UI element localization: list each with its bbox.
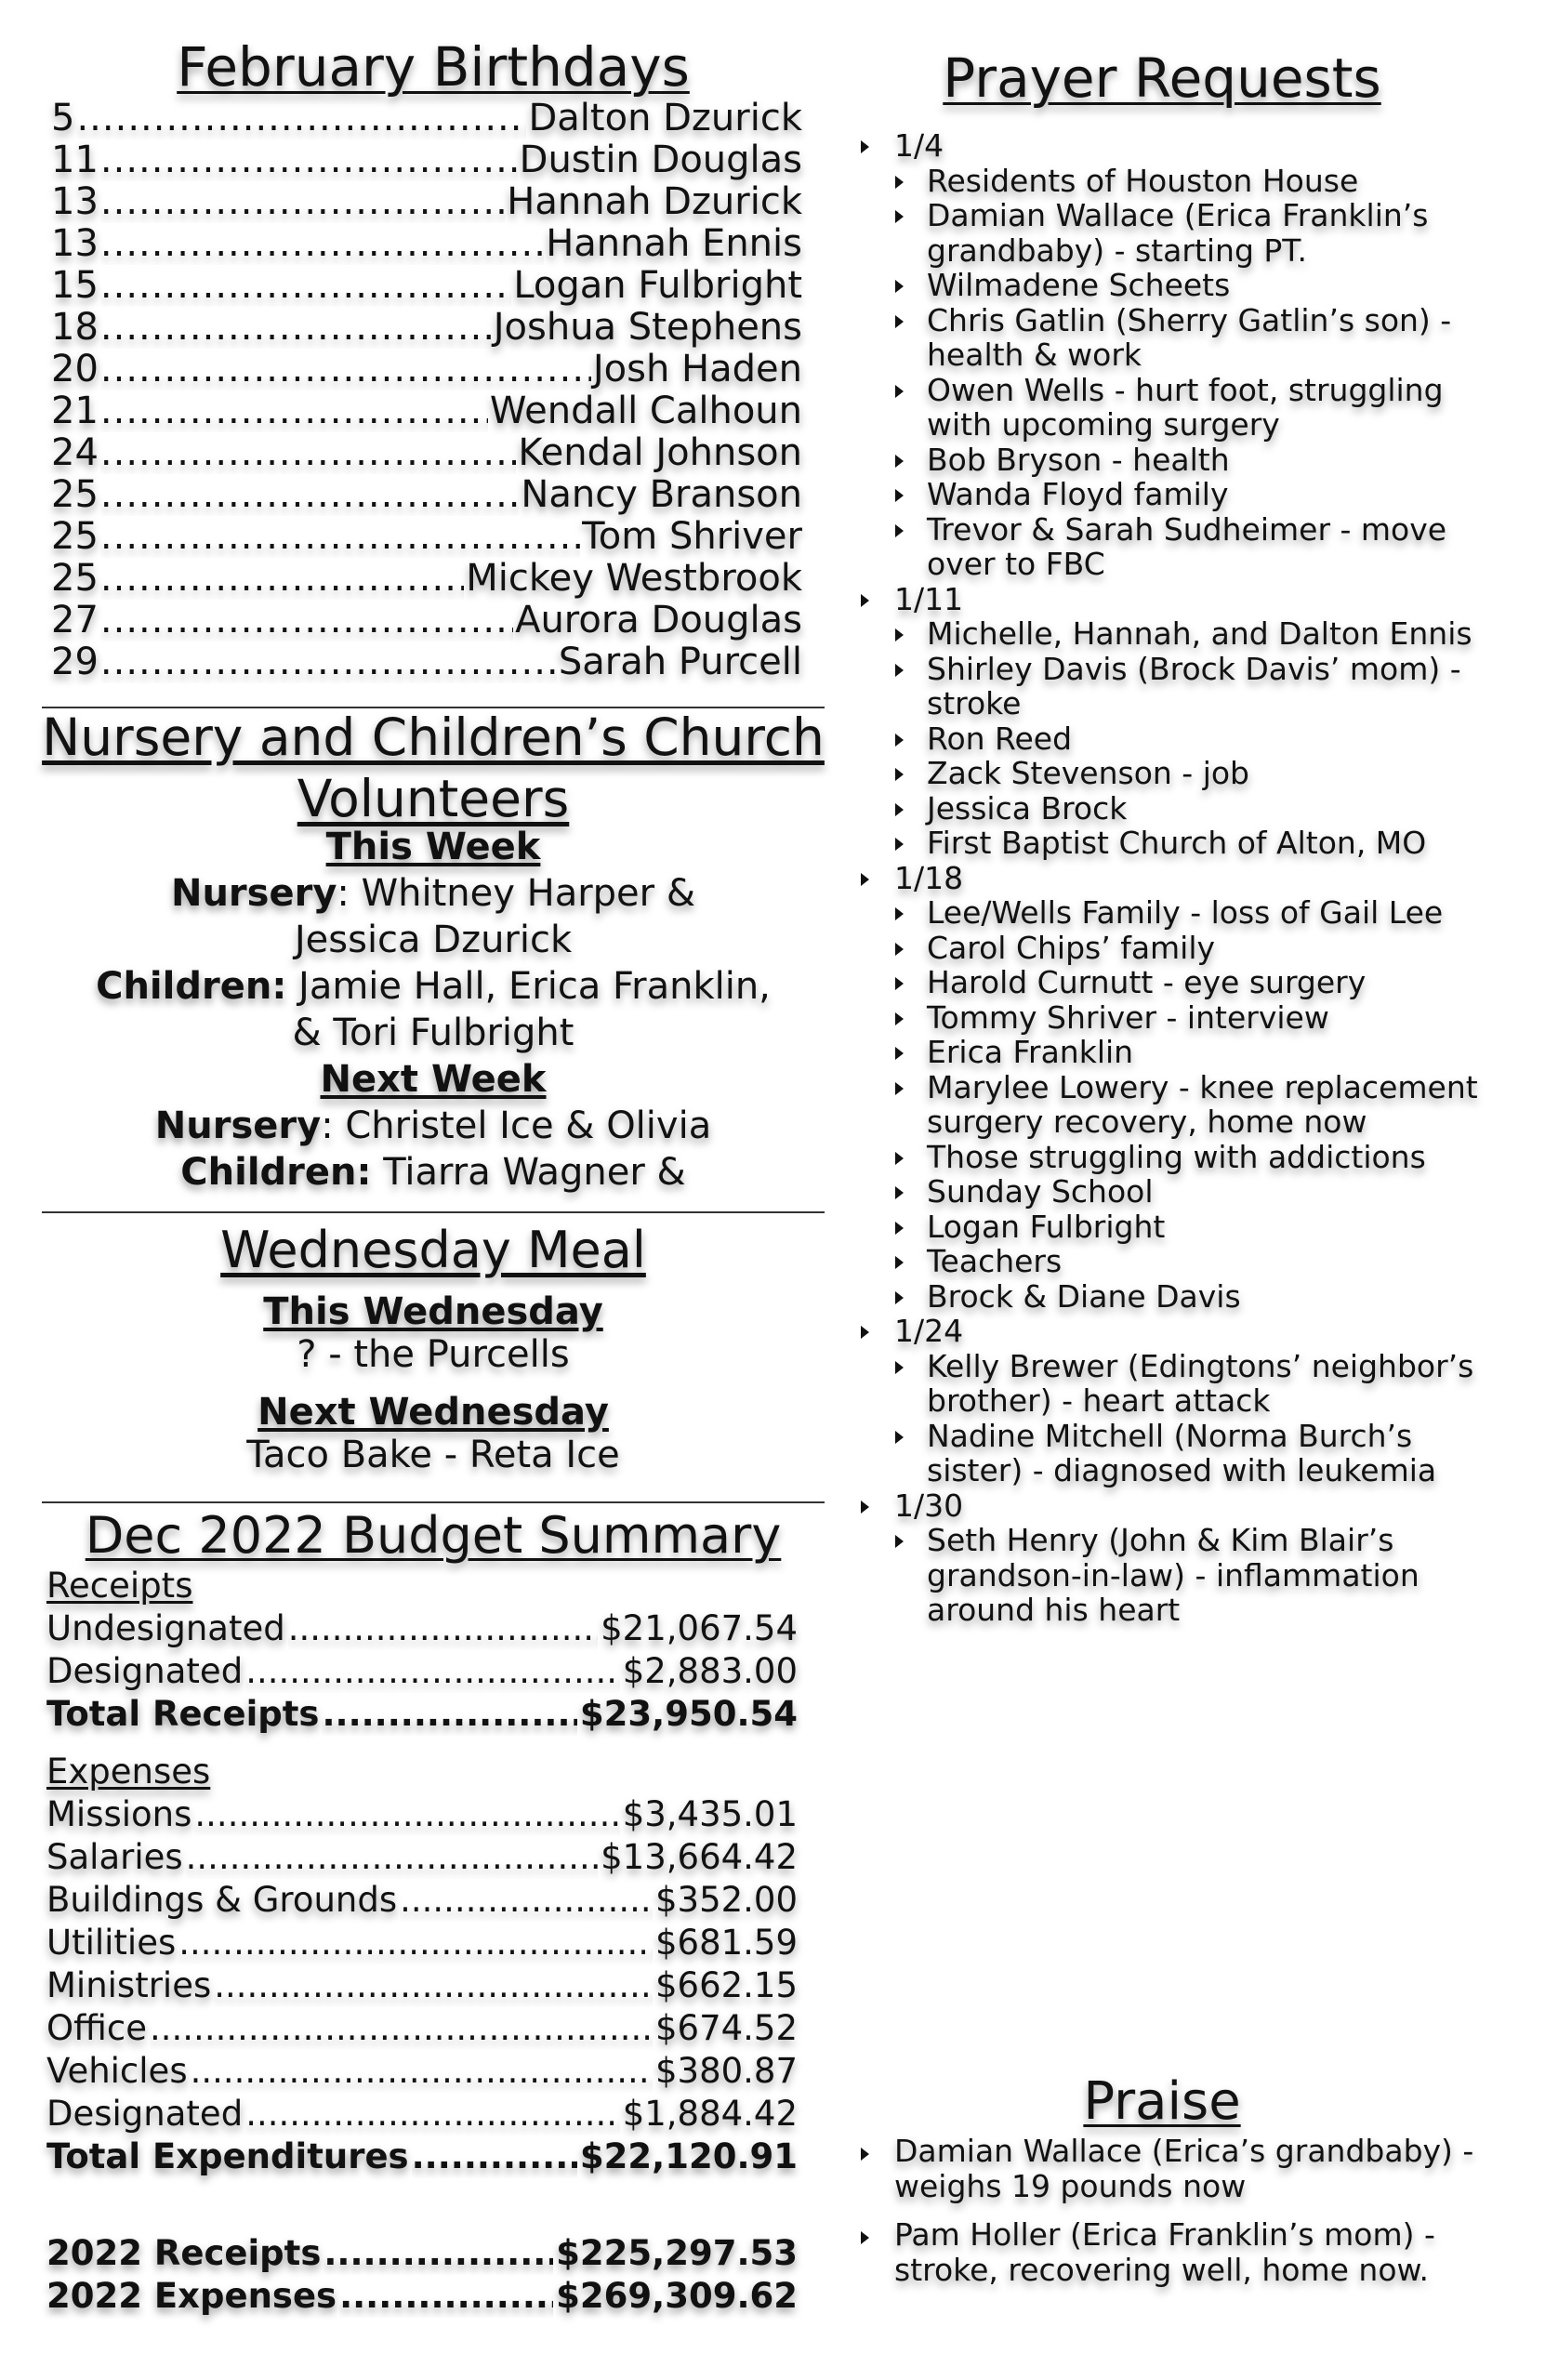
prayer-item-text: Kelly Brewer (Edingtons’ neighbor’s brother) - heart attack xyxy=(927,1347,1474,1419)
prayer-item xyxy=(848,756,1499,791)
leader-dots xyxy=(100,641,557,683)
prayer-item-text: Lee/Wells Family - loss of Gail Lee xyxy=(927,894,1444,931)
row-label: 2022 Receipts xyxy=(46,2233,322,2273)
bullet-arrow-icon xyxy=(861,2148,869,2161)
prayer-date-label: 1/24 xyxy=(894,1313,964,1349)
prayer-item xyxy=(848,268,1499,303)
prayer-item-text: Teachers xyxy=(927,1243,1063,1279)
prayer-item xyxy=(848,826,1499,861)
prayer-item xyxy=(848,198,1499,268)
row-label: Undesignated xyxy=(46,1608,285,1648)
prayer-item xyxy=(848,931,1499,966)
prayer-item xyxy=(848,477,1499,512)
expense-row xyxy=(46,1793,798,1836)
expense-row xyxy=(46,1922,798,1964)
row-label: Utilities xyxy=(46,1923,177,1963)
bullet-arrow-icon xyxy=(895,455,904,468)
prayer-item xyxy=(848,1523,1499,1628)
next-week-heading: Next Week xyxy=(320,1058,547,1101)
row-label: Total Receipts xyxy=(46,1694,320,1734)
birthday-row xyxy=(51,558,802,600)
row-amount: $22,120.91 xyxy=(579,2136,798,2176)
nursery-value: : Whitney Harper & Jessica Dzurick xyxy=(294,872,696,961)
birthday-row xyxy=(51,432,802,474)
birthday-name: Nancy Branson xyxy=(521,473,802,516)
year-receipts-row xyxy=(46,2232,798,2275)
leader-dots xyxy=(100,181,505,223)
birthday-name: Joshua Stephens xyxy=(493,306,802,349)
birthday-day: 15 xyxy=(51,264,99,307)
next-week-children xyxy=(42,1149,825,1196)
prayer-item-text: Wanda Floyd family xyxy=(927,476,1229,512)
birthday-row xyxy=(51,98,802,139)
bullet-arrow-icon xyxy=(895,1047,904,1060)
meal-section xyxy=(42,1218,825,1476)
prayer-title: Prayer Requests xyxy=(943,46,1381,110)
birthday-day: 25 xyxy=(51,515,99,558)
prayer-item-text: Shirley Davis (Brock Davis’ mom) - stroke xyxy=(927,650,1461,721)
expense-row xyxy=(46,2093,798,2135)
bullet-arrow-icon xyxy=(895,977,904,990)
prayer-item-text: Seth Henry (John & Kim Blair’s grandson-in-law) - inflammation around his heart xyxy=(927,1522,1420,1628)
bullet-arrow-icon xyxy=(895,1186,904,1199)
birthday-name: Mickey Westbrook xyxy=(466,557,802,600)
total-receipts-row xyxy=(46,1693,798,1736)
birthday-day: 20 xyxy=(51,348,99,390)
prayer-date xyxy=(848,1488,1499,1524)
prayer-item xyxy=(848,616,1499,652)
bullet-arrow-icon xyxy=(895,385,904,398)
this-week-heading: This Week xyxy=(325,826,541,868)
birthday-row xyxy=(51,349,802,390)
birthday-day: 25 xyxy=(51,557,99,600)
birthday-row xyxy=(51,390,802,432)
total-expenditures-row xyxy=(46,2135,798,2178)
prayer-item xyxy=(848,164,1499,199)
birthday-day: 13 xyxy=(51,180,99,223)
bullet-arrow-icon xyxy=(895,1082,904,1095)
leader-dots xyxy=(400,1879,653,1922)
birthday-day: 21 xyxy=(51,390,99,432)
nursery-label: Nursery xyxy=(170,872,337,915)
bullet-arrow-icon xyxy=(861,1326,869,1339)
prayer-item-text: Bob Bryson - health xyxy=(927,441,1230,478)
birthday-day: 29 xyxy=(51,641,99,683)
prayer-item xyxy=(848,1140,1499,1175)
bullet-arrow-icon xyxy=(895,768,904,781)
birthday-day: 24 xyxy=(51,431,99,474)
prayer-item xyxy=(848,652,1499,721)
next-wednesday-value: Taco Bake - Reta Ice xyxy=(246,1434,620,1476)
leader-dots xyxy=(76,98,526,139)
nursery-value: : Christel Ice & Olivia xyxy=(321,1104,712,1147)
prayer-item xyxy=(848,1419,1499,1488)
children-label: Children: xyxy=(96,965,287,1008)
receipt-row xyxy=(46,1650,798,1693)
leader-dots xyxy=(150,2007,653,2050)
prayer-item xyxy=(848,373,1499,443)
leader-dots xyxy=(100,474,520,516)
row-amount: $2,883.00 xyxy=(622,1651,798,1691)
leader-dots xyxy=(214,1964,653,2007)
praise-item xyxy=(848,2134,1499,2204)
birthday-row xyxy=(51,181,802,223)
birthday-row xyxy=(51,139,802,181)
budget-title: Dec 2022 Budget Summary xyxy=(85,1506,782,1565)
birthday-name: Wendall Calhoun xyxy=(489,390,802,432)
prayer-item xyxy=(848,965,1499,1000)
birthday-name: Logan Fulbright xyxy=(513,264,802,307)
bullet-arrow-icon xyxy=(895,734,904,747)
prayer-item-text: Zack Stevenson - job xyxy=(927,755,1249,791)
volunteers-title xyxy=(42,707,825,829)
leader-dots xyxy=(100,265,511,307)
birthday-day: 13 xyxy=(51,222,99,265)
birthday-row xyxy=(51,600,802,641)
row-label: Total Expenditures xyxy=(46,2136,409,2176)
prayer-item-text: Tommy Shriver - interview xyxy=(927,998,1329,1036)
leader-dots xyxy=(191,2050,653,2093)
prayer-item xyxy=(848,1035,1499,1070)
bullet-arrow-icon xyxy=(895,1222,904,1235)
leader-dots xyxy=(100,139,518,181)
prayer-item-text: Residents of Houston House xyxy=(927,162,1359,199)
children-value: Tiarra Wagner & xyxy=(371,1151,686,1194)
row-amount: $21,067.54 xyxy=(601,1608,798,1648)
bullet-arrow-icon xyxy=(861,2231,869,2244)
bullet-arrow-icon xyxy=(895,176,904,189)
prayer-date xyxy=(848,128,1499,164)
prayer-date-label: 1/4 xyxy=(894,127,944,164)
prayer-item xyxy=(848,1000,1499,1036)
prayer-item-text: Ron Reed xyxy=(927,720,1073,757)
prayer-item xyxy=(848,443,1499,478)
expense-row xyxy=(46,1836,798,1879)
prayer-item-text: Logan Fulbright xyxy=(927,1208,1166,1245)
praise-item-text: Pam Holler (Erica Franklin’s mom) - stroke, recovering well, home now. xyxy=(894,2216,1435,2288)
this-wednesday-value: ? - the Purcells xyxy=(297,1333,570,1376)
volunteers-title-line1: Nursery and Children’s Church xyxy=(42,707,825,767)
nursery-label: Nursery xyxy=(154,1104,322,1147)
praise-item-text: Damian Wallace (Erica’s grandbaby) - weighs 19 pounds now xyxy=(894,2133,1474,2204)
bullet-arrow-icon xyxy=(895,210,904,223)
leader-dots xyxy=(288,1607,598,1650)
birthday-day: 5 xyxy=(51,97,75,139)
bullet-arrow-icon xyxy=(895,315,904,328)
prayer-item-text: Carol Chips’ family xyxy=(927,929,1216,966)
this-week-nursery xyxy=(42,870,825,963)
budget-section xyxy=(46,1565,798,2318)
bullet-arrow-icon xyxy=(895,628,904,641)
prayer-item xyxy=(848,303,1499,373)
receipts-heading: Receipts xyxy=(46,1566,193,1606)
prayer-date xyxy=(848,1314,1499,1349)
prayer-item xyxy=(848,512,1499,582)
birthday-day: 11 xyxy=(51,139,99,181)
prayer-list xyxy=(848,128,1499,1628)
birthday-row xyxy=(51,307,802,349)
divider xyxy=(42,1501,825,1503)
birthday-row xyxy=(51,265,802,307)
prayer-item-text: Trevor & Sarah Sudheimer - move over to FBC xyxy=(927,510,1447,582)
expense-row xyxy=(46,2050,798,2093)
bullet-arrow-icon xyxy=(895,803,904,816)
row-amount: $23,950.54 xyxy=(579,1694,798,1734)
prayer-item xyxy=(848,1279,1499,1315)
leader-dots xyxy=(194,1793,619,1836)
row-label: Ministries xyxy=(46,1965,212,2005)
prayer-item-text: Marylee Lowery - knee replacement surgery recovery, home now xyxy=(927,1068,1478,1140)
bullet-arrow-icon xyxy=(861,140,869,153)
prayer-item xyxy=(848,895,1499,931)
birthday-row xyxy=(51,223,802,265)
prayer-item-text: Damian Wallace (Erica Franklin’s grandbaby) - starting PT. xyxy=(927,197,1429,269)
birthday-name: Aurora Douglas xyxy=(515,599,802,641)
prayer-item-text: Nadine Mitchell (Norma Burch’s sister) - diagnosed with leukemia xyxy=(927,1417,1437,1488)
expense-row xyxy=(46,1879,798,1922)
year-expenses-row xyxy=(46,2275,798,2318)
prayer-date xyxy=(848,582,1499,617)
receipt-row xyxy=(46,1607,798,1650)
praise-list xyxy=(848,2134,1499,2301)
volunteers-title-line2: Volunteers xyxy=(297,769,570,828)
bullet-arrow-icon xyxy=(895,943,904,956)
this-week-children xyxy=(42,963,825,1056)
bullet-arrow-icon xyxy=(895,1431,904,1444)
birthday-day: 25 xyxy=(51,473,99,516)
prayer-item-text: Sunday School xyxy=(927,1173,1154,1210)
prayer-item xyxy=(848,1349,1499,1419)
prayer-item xyxy=(848,1174,1499,1210)
leader-dots xyxy=(100,223,544,265)
leader-dots xyxy=(178,1922,653,1964)
row-amount: $1,884.42 xyxy=(622,2094,798,2134)
bullet-arrow-icon xyxy=(895,1012,904,1025)
row-label: 2022 Expenses xyxy=(46,2276,337,2316)
bullet-arrow-icon xyxy=(861,594,869,607)
bullet-arrow-icon xyxy=(895,1291,904,1304)
bullet-arrow-icon xyxy=(895,907,904,920)
leader-dots xyxy=(245,1650,620,1693)
row-label: Vehicles xyxy=(46,2051,188,2091)
row-label: Office xyxy=(46,2008,148,2048)
row-amount: $13,664.42 xyxy=(601,1837,798,1877)
bullet-arrow-icon xyxy=(895,280,904,293)
birthday-row xyxy=(51,516,802,558)
bullet-arrow-icon xyxy=(861,873,869,886)
expense-row xyxy=(46,1964,798,2007)
row-amount: $380.87 xyxy=(654,2051,798,2091)
prayer-item-text: Owen Wells - hurt foot, struggling with upcoming surgery xyxy=(927,371,1444,443)
bullet-arrow-icon xyxy=(895,1256,904,1269)
bullet-arrow-icon xyxy=(895,1152,904,1165)
children-value: Jamie Hall, Erica Franklin, & Tori Fulbright xyxy=(286,965,771,1054)
birthday-name: Hannah Dzurick xyxy=(507,180,802,223)
bullet-arrow-icon xyxy=(895,489,904,502)
row-amount: $352.00 xyxy=(654,1880,798,1920)
bullet-arrow-icon xyxy=(895,1361,904,1374)
expenses-heading: Expenses xyxy=(46,1752,211,1792)
leader-dots xyxy=(100,390,488,432)
birthday-name: Kendal Johnson xyxy=(518,431,802,474)
birthday-name: Hannah Ennis xyxy=(546,222,802,265)
prayer-item xyxy=(848,1070,1499,1140)
praise-item xyxy=(848,2217,1499,2288)
prayer-item-text: First Baptist Church of Alton, MO xyxy=(927,825,1427,861)
prayer-item-text: Erica Franklin xyxy=(927,1034,1134,1070)
birthday-list xyxy=(51,98,802,683)
prayer-item-text: Chris Gatlin (Sherry Gatlin’s son) - health & work xyxy=(927,301,1452,373)
expense-row xyxy=(46,2007,798,2050)
leader-dots xyxy=(100,432,517,474)
bullet-arrow-icon xyxy=(861,1501,869,1514)
birthdays-title: February Birthdays xyxy=(177,35,690,99)
row-amount: $662.15 xyxy=(654,1965,798,2005)
row-amount: $681.59 xyxy=(654,1923,798,1963)
bullet-arrow-icon xyxy=(895,524,904,537)
prayer-item xyxy=(848,791,1499,826)
row-amount: $3,435.01 xyxy=(622,1794,798,1834)
leader-dots xyxy=(186,1836,598,1879)
next-week-nursery xyxy=(42,1103,825,1149)
birthday-row xyxy=(51,474,802,516)
prayer-item xyxy=(848,1244,1499,1279)
praise-title: Praise xyxy=(1083,2071,1241,2132)
birthday-name: Tom Shriver xyxy=(582,515,802,558)
birthday-day: 27 xyxy=(51,599,99,641)
prayer-item-text: Michelle, Hannah, and Dalton Ennis xyxy=(927,615,1472,652)
bullet-arrow-icon xyxy=(895,838,904,851)
birthday-name: Dustin Douglas xyxy=(519,139,802,181)
prayer-date-label: 1/11 xyxy=(894,580,964,617)
row-label: Salaries xyxy=(46,1837,183,1877)
row-label: Designated xyxy=(46,2094,244,2134)
prayer-item xyxy=(848,721,1499,757)
prayer-date-label: 1/30 xyxy=(894,1487,964,1524)
birthday-day: 18 xyxy=(51,306,99,349)
prayer-item-text: Jessica Brock xyxy=(927,789,1128,826)
prayer-date-label: 1/18 xyxy=(894,859,964,896)
leader-dots xyxy=(100,307,492,349)
bullet-arrow-icon xyxy=(895,1535,904,1548)
row-amount: $225,297.53 xyxy=(556,2233,798,2273)
bullet-arrow-icon xyxy=(895,664,904,677)
leader-dots xyxy=(100,516,580,558)
divider xyxy=(42,1211,825,1213)
birthday-name: Sarah Purcell xyxy=(558,641,802,683)
row-amount: $269,309.62 xyxy=(556,2276,798,2316)
birthday-name: Josh Haden xyxy=(592,348,802,390)
row-amount: $674.52 xyxy=(654,2008,798,2048)
next-wednesday-heading: Next Wednesday xyxy=(258,1391,609,1434)
leader-dots xyxy=(245,2093,620,2135)
children-label: Children: xyxy=(180,1151,372,1194)
leader-dots xyxy=(100,349,591,390)
prayer-item-text: Brock & Diane Davis xyxy=(927,1277,1241,1315)
birthday-name: Dalton Dzurick xyxy=(528,97,802,139)
prayer-item xyxy=(848,1210,1499,1245)
row-label: Missions xyxy=(46,1794,192,1834)
prayer-item-text: Those struggling with addictions xyxy=(927,1138,1426,1175)
prayer-item-text: Wilmadene Scheets xyxy=(927,267,1231,303)
row-label: Buildings & Grounds xyxy=(46,1880,398,1920)
prayer-item-text: Harold Curnutt - eye surgery xyxy=(927,964,1367,1000)
row-label: Designated xyxy=(46,1651,244,1691)
prayer-date xyxy=(848,861,1499,896)
meal-title: Wednesday Meal xyxy=(220,1221,646,1279)
birthday-row xyxy=(51,641,802,683)
leader-dots xyxy=(100,600,513,641)
volunteers-section xyxy=(42,707,825,1196)
leader-dots xyxy=(100,558,464,600)
this-wednesday-heading: This Wednesday xyxy=(263,1290,603,1333)
